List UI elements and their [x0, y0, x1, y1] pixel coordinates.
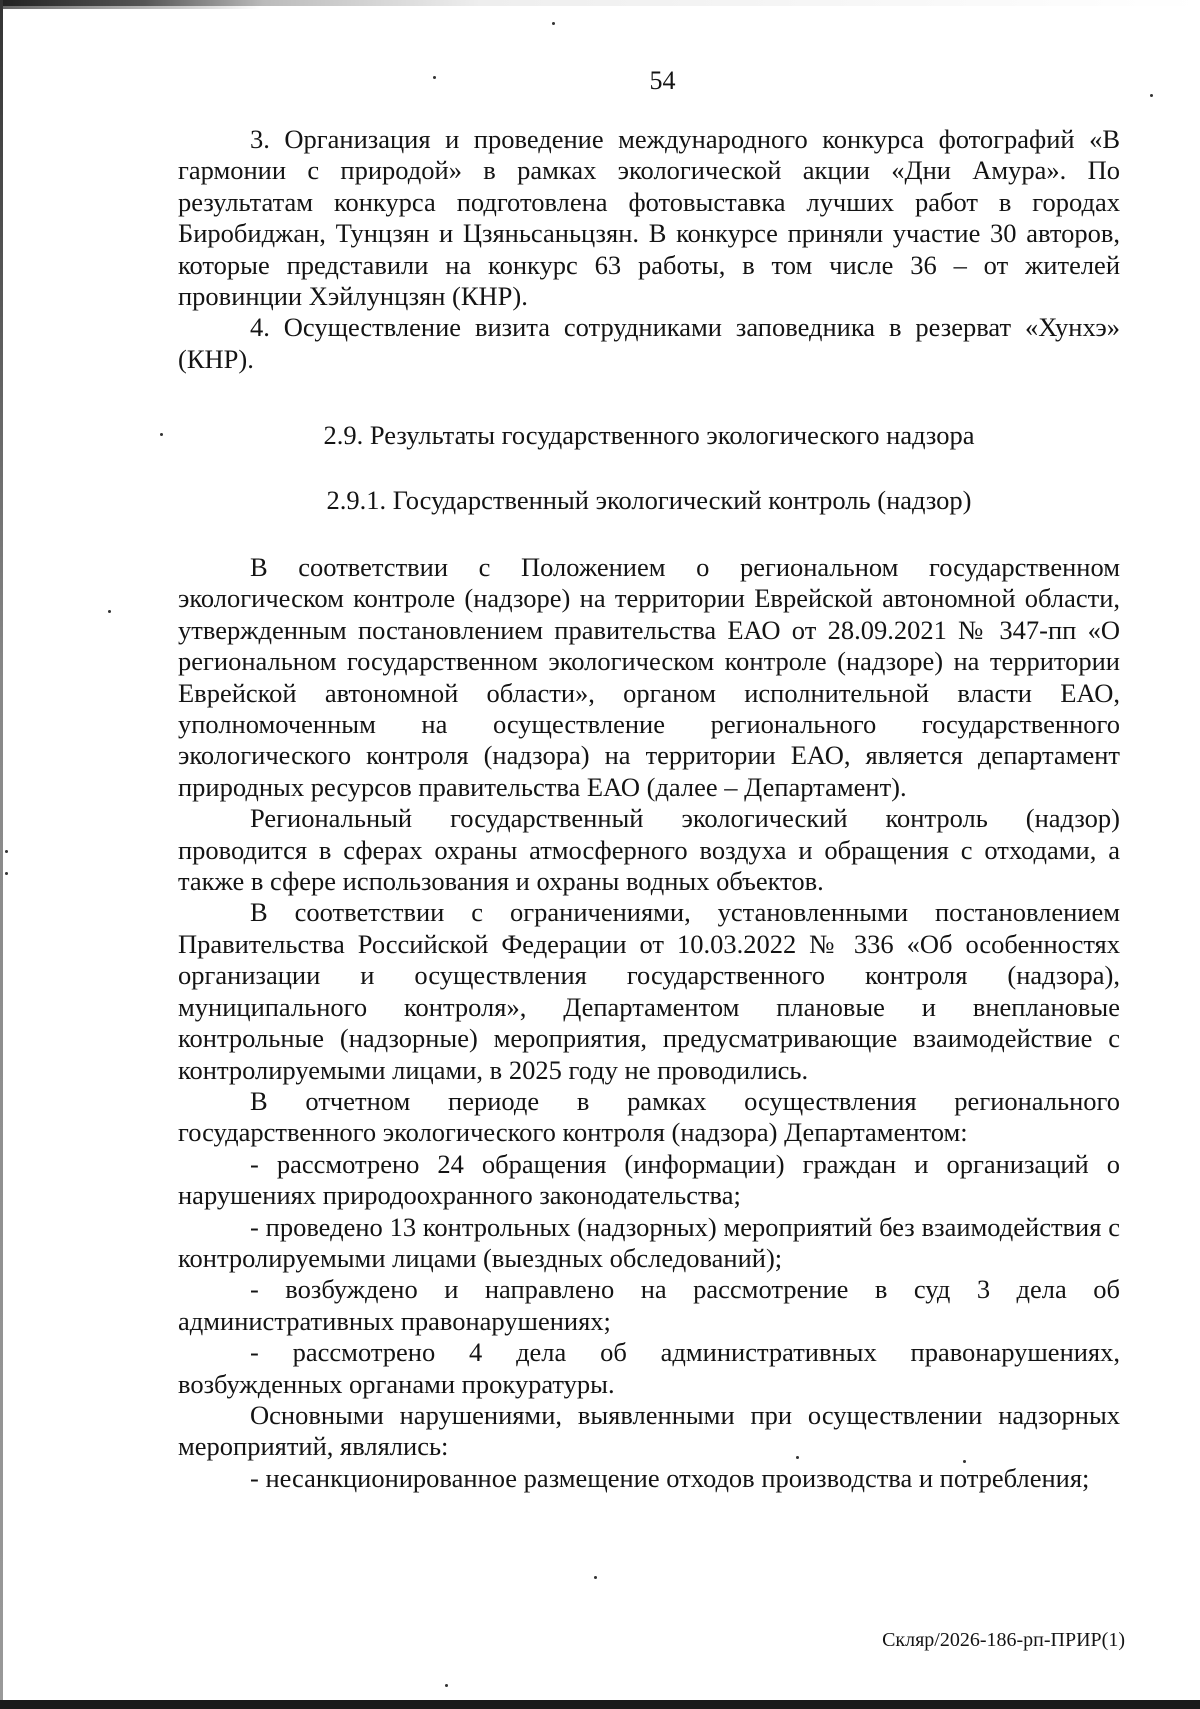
document-code: Скляр/2026-186-рп-ПРИР(1) [882, 1629, 1125, 1651]
list-item-appeals: - рассмотрено 24 обращения (информации) граждан и организаций о нарушениях природоохранного законодательства; [178, 1148, 1120, 1211]
scan-speck [5, 850, 8, 853]
text-block-main [178, 552, 1120, 1494]
paragraph-photo-contest: 3. Организация и проведение международного конкурса фотографий «В гармонии с природой» в рамках экологической акции «Дни Амура». По результатам конкурса подготовлена фотовыставка лучших работ в городах Биробиджан, Тунцзян и Цзяньсаньцзян. В конкурсе приняли участие 30 авторов, которые представили на конкурс 63 работы, в том числе 36 – от жителей провинции Хэйлунцзян (КНР). [178, 124, 1120, 312]
paragraph-control-spheres: Региональный государственный экологический контроль (надзор) проводится в сферах охраны атмосферного воздуха и обращения с отходами, а также в сфере использования и охраны водных объектов. [178, 803, 1120, 897]
scan-speck [552, 22, 555, 25]
scan-speck [160, 433, 163, 436]
page-number: 54 [649, 66, 676, 95]
paragraph-reserve-visit: 4. Осуществление визита сотрудниками заповедника в резерват «Хунхэ» (КНР). [178, 312, 1120, 374]
subsection-heading-block [178, 485, 1120, 516]
paragraph-main-violations: Основными нарушениями, выявленными при осуществлении надзорных мероприятий, являлись: [178, 1399, 1120, 1462]
list-item-prosecutor-cases: - рассмотрено 4 дела об административных правонарушениях, возбужденных органами прокуратуры. [178, 1337, 1120, 1399]
scan-speck [594, 1576, 597, 1579]
subsection-heading: 2.9.1. Государственный экологический контроль (надзор) [326, 485, 972, 515]
paragraph-regulation: В соответствии с Положением о региональном государственном экологическом контроле (надзоре) на территории Еврейской автономной области, утвержденным постановлением правительства ЕАО от 28.09.2021 № 347-пп «О региональном государственном экологическом контроле (надзоре) на территории Еврейской автономной области», органом исполнительной власти ЕАО, уполномоченным на осуществление регионального государственного экологического контроля (надзора) на территории ЕАО, является департамент природных ресурсов правительства ЕАО (далее – Департамент). [178, 552, 1120, 802]
scan-speck [108, 610, 111, 613]
list-item-waste-disposal: - несанкционированное размещение отходов производства и потребления; [250, 1462, 1090, 1493]
scan-speck [5, 872, 8, 875]
paragraph-restrictions: В соответствии с ограничениями, установленными постановлением Правительства Российской Федерации от 10.03.2022 № 336 «Об особенностях организации и осуществления государственного контроля (надзора), муниципального контроля», Департаментом плановые и внеплановые контрольные (надзорные) мероприятия, предусматривающие взаимодействие с контролируемыми лицами, в 2025 году не проводились. [178, 897, 1120, 1085]
section-heading: 2.9. Результаты государственного экологического надзора [323, 420, 975, 450]
list-item-inspections: - проведено 13 контрольных (надзорных) мероприятий без взаимодействия с контролируемыми лицами (выездных обследований); [178, 1211, 1120, 1273]
scan-edge-left [0, 0, 3, 1700]
scan-edge-bottom [0, 1700, 1200, 1709]
scan-edge-top-shadow [0, 6, 260, 9]
scan-speck [445, 1684, 448, 1687]
paragraph-reporting-period: В отчетном периоде в рамках осуществления регионального государственного экологического контроля (надзора) Департаментом: [178, 1085, 1120, 1148]
list-item-court-cases: - возбуждено и направлено на рассмотрение в суд 3 дела об административных правонарушениях; [178, 1274, 1120, 1336]
section-heading-block [178, 420, 1120, 451]
text-block-top [178, 124, 1120, 375]
